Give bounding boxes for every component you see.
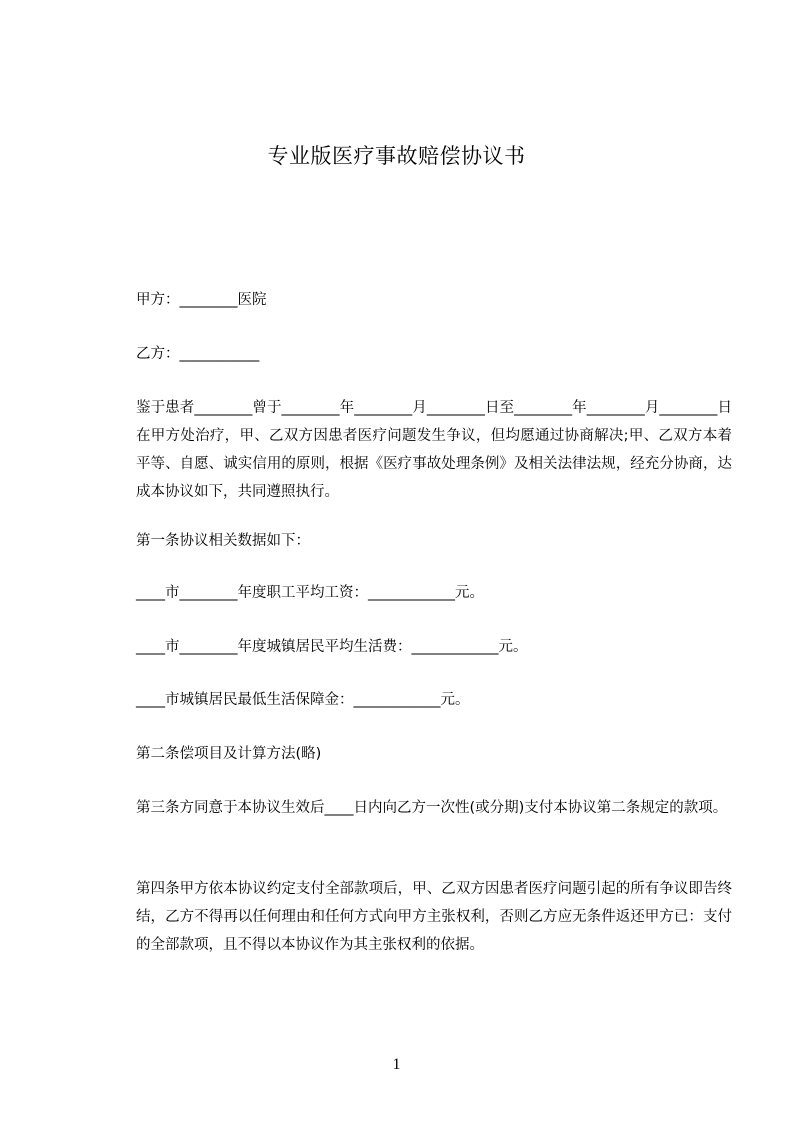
data-line-living-expense: ____市________年度城镇居民平均生活费：____________元。 [136,639,528,655]
preamble-paragraph: 鉴于患者________曾于________年________月________日至________年________月________日在甲方处治疗，甲、乙双方因患者医疗问题发生争议，但均愿通过协商解决;甲、乙双方本着平等、自愿、诚实信用的原则，根据《医疗事故处理条例》及相关法律法规，经充分协商，达成本协议如下，共同遵照执行。 [136,400,732,500]
party-a-line: 甲方：________医院 [136,292,267,308]
data-line-minimum-allowance: ____市城镇居民最低生活保障金：____________元。 [136,692,470,708]
document-title: 专业版医疗事故赔偿协议书 [267,144,526,168]
page-number: 1 [392,1056,401,1073]
party-b-line: 乙方：___________ [136,346,260,362]
data-line-average-wage: ____市________年度职工平均工资：____________元。 [136,585,484,601]
article3-paragraph: 第三条方同意于本协议生效后____日内向乙方一次性(或分期)支付本协议第二条规定的款项。 [136,800,728,816]
article4-paragraph: 第四条甲方依本协议约定支付全部款项后，甲、乙双方因患者医疗问题引起的所有争议即告终结，乙方不得再以任何理由和任何方式向甲方主张权利，否则乙方应无条件返还甲方已：支付的全部款项，且不得以本协议作为其主张权利的依据。 [136,881,732,953]
article2-paragraph: 第二条偿项目及计算方法(略) [136,746,322,762]
article1-heading: 第一条协议相关数据如下： [136,533,310,549]
